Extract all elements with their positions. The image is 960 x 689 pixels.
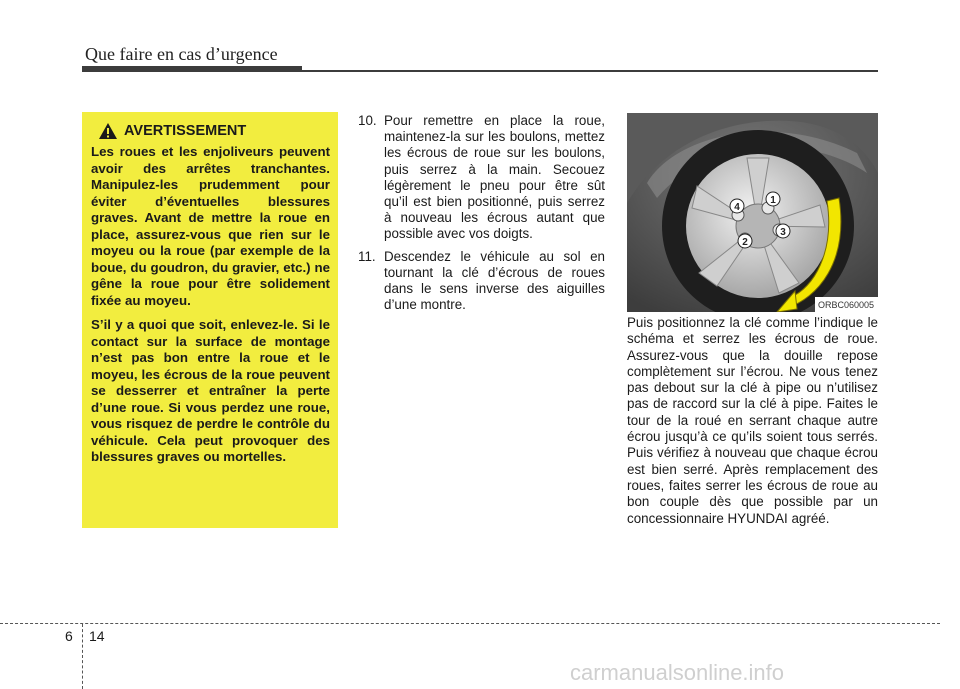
step-text: Descendez le véhicule au sol en tournant la clé d’écrous de roues dans le sens inverse des aiguilles d’une montre. — [384, 248, 605, 313]
step-list — [358, 113, 605, 319]
warning-title: AVERTISSEMENT — [124, 123, 247, 139]
step-number: 11. — [358, 248, 376, 264]
wheel-illustration — [627, 113, 878, 312]
step-number: 10. — [358, 113, 377, 128]
instruction-paragraph: Puis positionnez la clé comme l’indique le schéma et serrez les écrous de roue. Assurez-vous que la douille repose complètement sur l’écrou. Ne vous tenez pas debout sur la clé à pipe ou n’utilisez pas de raccord sur la clé à pipe. Faites le tour de la roué en serrant chaque autre écrou jusqu’à ce qu’ils soient tous serrés. Puis vérifiez à nouveau que chaque écrou est bien serré. Après remplacement des roues, faites serrer les écrous de roue au bon couple dès que possible par un concessionnaire HYUNDAI agréé. — [627, 315, 878, 526]
page-header-title: Que faire en cas d’urgence — [85, 44, 278, 64]
warning-paragraph: S’il y a quoi que soit, enlevez-le. Si le contact sur la surface de montage n’est pas bon entre la roue et le moyeu, les écrous de la roue peuvent se desserrer et entraîner la perte d’une roue. Si vous perdez une roue, vous risquez de perdre le contrôle du véhicule. Cela peut provoquer des blessures graves ou mortelles. — [91, 317, 330, 464]
wheel-figure — [627, 113, 878, 312]
warning-box — [82, 112, 338, 528]
nut-label-2: 2 — [742, 237, 748, 248]
chapter-number: 6 — [65, 628, 73, 644]
step-item — [358, 249, 605, 314]
figure-code: ORBC060005 — [817, 300, 874, 310]
footer-rule — [0, 623, 940, 624]
nut-label-4: 4 — [734, 202, 740, 213]
nut-label-1: 1 — [770, 195, 776, 206]
watermark: carmanualsonline.info — [570, 660, 785, 685]
header-rule — [82, 70, 878, 72]
warning-paragraph: Les roues et les enjoliveurs peuvent avoir des arrêtes tranchantes. Manipulez-les prudemment pour éviter d’éventuelles blessures graves. Avant de mettre la roue en place, assurez-vous que rien sur le moyeu ou la roue (par exemple de la boue, du goudron, du gravier, etc.) ne gêne la roue pour être solidement fixée au moyeu. — [91, 144, 330, 308]
step-text: Pour remettre en place la roue, maintenez-la sur les boulons, mettez les écrous de roue sur les boulons, puis serrez à la main. Secouez légèrement le pneu pour être sût qu’il est bien positionné, puis serrez à nouveau les écrous autant que possible avec vos doigts. — [384, 113, 605, 242]
step-item — [358, 113, 605, 243]
warning-triangle-icon — [98, 122, 118, 140]
footer-divider — [82, 624, 83, 689]
page-number: 14 — [89, 628, 105, 644]
warning-header — [91, 122, 330, 140]
nut-label-3: 3 — [780, 227, 786, 238]
